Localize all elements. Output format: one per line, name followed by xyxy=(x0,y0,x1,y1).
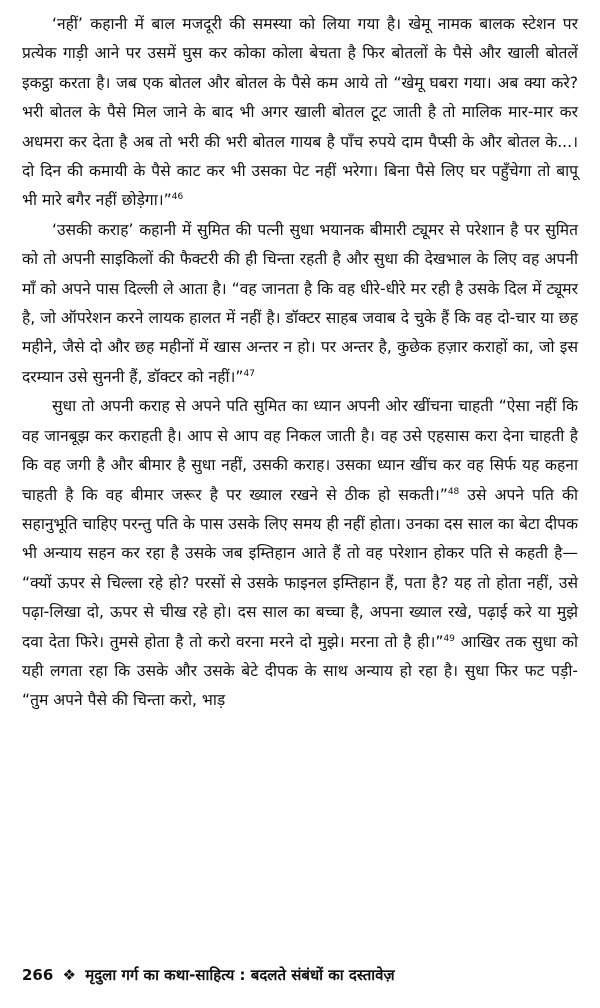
page-number: 266 xyxy=(22,966,54,984)
paragraph-uski-karah-story xyxy=(22,216,578,392)
footnote-ref: 46 xyxy=(171,192,184,203)
paragraph-sudha xyxy=(22,392,578,715)
paragraph-text: ‘उसकी कराह’ कहानी में सुमित की पत्नी सुधा भयानक बीमारी ट्यूमर से परेशान है पर सुमित को तो अपनी साइकिलों की फैक्टरी की ही चिन्ता रहती है और सुधा की देखभाल के लिए वह अपनी माँ को अपने पास दिल्ली ले आता है। “वह जानता है कि वह धीरे-धीरे मर रही है उसके दिल में ट्यूमर है, जो ऑपरेशन करने लायक हालत में नहीं है। डॉक्टर साहब जवाब दे चुके हैं कि वह दो-चार या छह महीने, जैसे दो और छह महीनों में खास अन्तर न हो। पर अन्तर है, कुछेक हज़ार कराहों का, जो इस दरम्यान उसे सुननी हैं, डॉक्टर को नहीं।” xyxy=(22,220,578,386)
page-footer xyxy=(22,965,578,985)
footnote-ref: 47 xyxy=(243,368,255,379)
footnote-ref: 48 xyxy=(447,486,460,497)
footnote-ref: 49 xyxy=(443,633,455,644)
paragraph-text: आखिर तक सुधा को यही लगता रहा कि उसके और उसके बेटे दीपक के साथ अन्याय हो रहा है। सुधा फिर फट पड़ी- “तुम अपने पैसे की चिन्ता करो, भाड़ xyxy=(22,632,578,710)
paragraph-text: उसे अपने पति की सहानुभूति चाहिए परन्तु पति के पास उसके लिए समय ही नहीं होता। उनका दस साल का बेटा दीपक भी अन्याय सहन कर रहा है उसके जब इम्तिहान आते हैं तो वह परेशान होकर पति से कहती है— “क्यों ऊपर से चिल्ला रहे हो? परसों से उसके फाइनल इम्तिहान हैं, पता है? यह तो होता नहीं, उसे पढ़ा-लिखा दो, ऊपर से चीख रहे हो। दस साल का बच्चा है, अपना ख्याल रखे, पढ़ाई करे या मुझे दवा देता फिरे। तुमसे होता है तो करो वरना मरने दो मुझे। मरना तो है ही।” xyxy=(22,485,578,651)
paragraph-text: सुधा तो अपनी कराह से अपने पति सुमित का ध्यान अपनी ओर खींचना चाहती “ऐसा नहीं कि वह जानबूझ कर कराहती है। आप से आप वह निकल जाती है। वह उसे एहसास करा देना चाहती है कि वह जगी है और बीमार है सुधा नहीं, उसकी कराह। उसका ध्यान खींच कर वह सिर्फ यह कहना चाहती है कि वह बीमार जरूर है पर ख्याल रखने से ठीक हो सकती।” xyxy=(22,397,578,504)
diamond-ornament-icon: ❖ xyxy=(62,966,76,984)
book-title: मृदुला गर्ग का कथा-साहित्य : बदलते संबंधों का दस्तावेज़ xyxy=(85,966,395,984)
paragraph-text: ‘नहीं’ कहानी में बाल मजदूरी की समस्या को लिया गया है। खेमू नामक बालक स्टेशन पर प्रत्येक गाड़ी आने पर उसमें घुस कर कोका कोला बेचता है फिर बोतलों के पैसे और खाली बोतलें इकट्ठा करता है। जब एक बोतल और बोतल के पैसे कम आये तो “खेमू घबरा गया। अब क्या करे? भरी बोतल के पैसे मिल जाने के बाद भी अगर खाली बोतल टूट जाती है तो मालिक मार-मार कर अधमरा कर देता है अब तो भरी की भरी बोतल गायब है पाँच रुपये दाम पैप्सी के और बोतल के...। दो दिन की कमायी के पैसे काट कर भी उसका पेट नहीं भरेगा। बिना पैसे लिए घर पहुँचेगा तो बापू भी मारे बगैर नहीं छोड़ेगा।” xyxy=(22,15,578,210)
paragraph-nahin-story xyxy=(22,10,578,216)
